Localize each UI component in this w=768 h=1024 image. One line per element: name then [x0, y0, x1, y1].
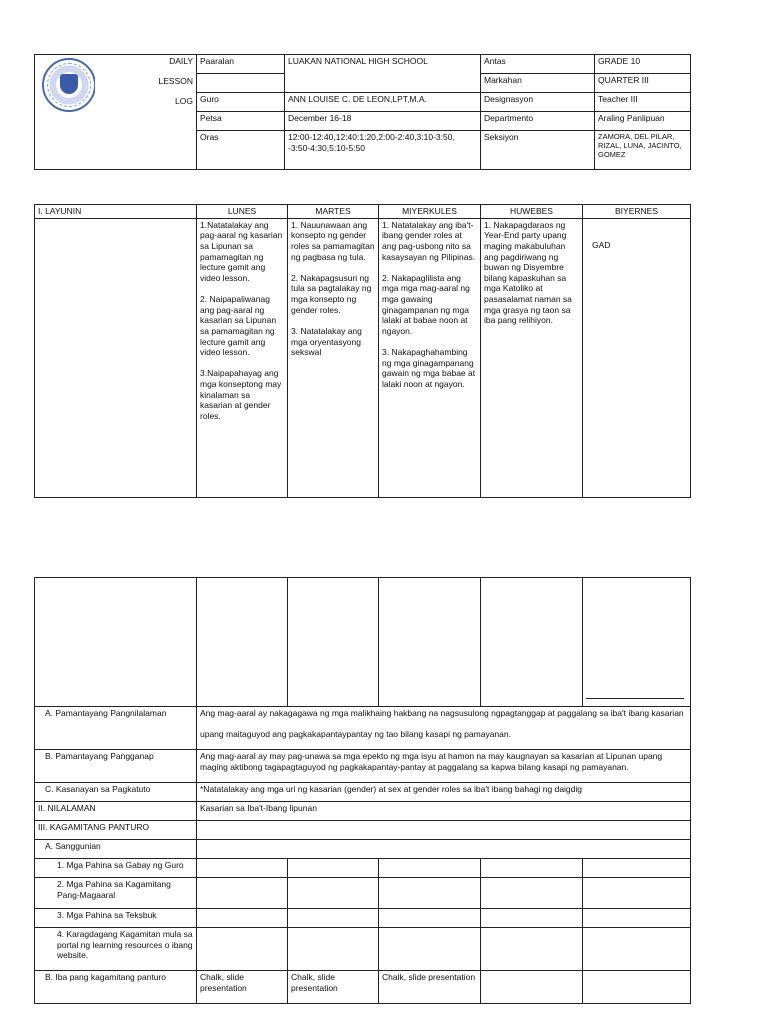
layunin-label: I. LAYUNIN [35, 205, 197, 219]
signature-line [586, 698, 684, 699]
dll-line-lesson: LESSON [158, 76, 193, 86]
ref-cell [197, 859, 288, 878]
day-martes: MARTES [288, 205, 379, 219]
objective-item: 1. Natatalakay ang iba't-ibang gender roles at ang pag-usbong nito sa kasaysayan ng Pilipinas. [382, 219, 476, 262]
iba-pang-kagamitan-label: B. Iba pang kagamitang panturo [35, 971, 197, 1004]
blank-cell [288, 578, 379, 707]
iba-pang-lunes: Chalk, slide presentation [197, 971, 288, 1004]
ref-cell [288, 859, 379, 878]
deped-seal-cell [35, 55, 95, 170]
designasyon-label: Designasyon [481, 93, 595, 112]
objective-item: 3.Naipapahayag ang mga konseptong may kinalaman sa kasarian at gender roles. [200, 368, 282, 421]
dll-line-daily: DAILY [169, 56, 193, 66]
ref-gabay-guro-label: 1. Mga Pahina sa Gabay ng Guro [35, 859, 197, 878]
designasyon-value: Teacher III [595, 93, 691, 112]
objective-item: 1. Nakapagdaraos ng Year-End party upang maging makabuluhan ang pagdiriwang ng buwan ng Disyembre bilang kapaskuhan sa mga Katoliko at pasasalamat naman sa mga grasya ng taon sa iba pang relihiyon. [484, 219, 572, 326]
petsa-value: December 16-18 [285, 112, 481, 131]
nilalaman-label: II. NILALAMAN [35, 802, 197, 821]
guro-value: ANN LOUISE C. DE LEON,LPT,M.A. [285, 93, 481, 112]
objective-item: 1.Natatalakay ang pag-aaral ng kasarian sa Lipunan sa pamamagitan ng lecture gamit ang video lesson. [200, 219, 283, 283]
day-biyernes: BIYERNES [583, 205, 691, 219]
kasanayan-value: *Natatalakay ang mga uri ng kasarian (gender) at sex at gender roles sa iba't ibang bahagi ng daigdig [197, 783, 691, 802]
departmento-value: Araling Panlipuan [595, 112, 691, 131]
ref-cell [481, 971, 583, 1004]
day-miyerkules: MIYERKULES [379, 205, 481, 219]
iba-pang-martes: Chalk, slide presentation [288, 971, 379, 1004]
dll-title [95, 55, 197, 170]
objective-item: 3. Natatalakay ang mga oryentasyong sekswal [291, 325, 362, 358]
biyernes-objectives [583, 218, 691, 497]
oras-value: 12:00-12:40,12:40:1:20,2:00-2:40,3:10-3:50, -3:50-4:30,5:10-5:50 [285, 131, 481, 170]
deped-seal-logo [42, 58, 95, 112]
objective-item: 2. Naipapaliwanag ang pag-aaral ng kasarian sa Lipunan sa pamamagitan ng lecture gamit ang video lesson. [200, 294, 277, 358]
ref-cell [583, 909, 691, 928]
ref-cell [583, 859, 691, 878]
objective-item: GAD [592, 239, 611, 250]
ref-cell [197, 909, 288, 928]
huwebes-objectives [481, 218, 583, 497]
layunin-blank-cell [35, 218, 197, 497]
blank-cell [197, 578, 288, 707]
dll-line-log: LOG [175, 96, 193, 106]
blank-cell [583, 578, 691, 707]
ref-kagamitang-label: 2. Mga Pahina sa Kagamitang Pang-Magaaral [35, 878, 197, 909]
objective-item: 1. Nauunawaan ang konsepto ng gender roles sa pamamagitan ng pagbasa ng tula. [291, 219, 375, 262]
ref-cell [288, 878, 379, 909]
kasanayan-label: C. Kasanayan sa Pagkatuto [35, 783, 197, 802]
ref-cell [481, 928, 583, 971]
paaralan-spacer [197, 74, 285, 93]
ref-karagdagang-label: 4. Karagdagang Kagamitan mula sa portal ng learning resources o ibang website. [35, 928, 197, 971]
guro-label: Guro [197, 93, 285, 112]
oras-label: Oras [197, 131, 285, 170]
nilalaman-value: Kasarian sa Iba't-Ibang lipunan [197, 802, 691, 821]
blank-cell [35, 578, 197, 707]
kagamitang-panturo-label: III. KAGAMITANG PANTURO [35, 821, 197, 840]
ref-cell [288, 909, 379, 928]
sanggunian-value [197, 840, 691, 859]
objectives-table [34, 204, 691, 498]
miyerkules-objectives [379, 218, 481, 497]
kagamitang-panturo-value [197, 821, 691, 840]
blank-cell [481, 578, 583, 707]
day-huwebes: HUWEBES [481, 205, 583, 219]
blank-cell [379, 578, 481, 707]
pamantayang-pangnilalaman-label: A. Pamantayang Pangnilalaman [35, 707, 197, 750]
departmento-label: Departmento [481, 112, 595, 131]
ref-cell [583, 878, 691, 909]
seksiyon-value: ZAMORA, DEL PILAR, RIZAL, LUNA, JACINTO, GOMEZ [595, 131, 691, 170]
ref-cell [379, 909, 481, 928]
seksiyon-label: Seksiyon [481, 131, 595, 170]
ref-cell [481, 859, 583, 878]
pamantayang-pangganap-value: Ang mag-aaral ay may pag-unawa sa mga epekto ng mga isyu at hamon na may kaugnayan sa kasarian at Lipunan upang maging aktibong tagapagtaguyod ng pagkakapantay-pantay at paggalang sa kapwa bilang kasapi ng pamayanan. [197, 750, 691, 783]
objective-item: 2. Nakapaglilista ang mga mga mag-aaral ng mga gawaing ginagampanan ng mga lalaki at babae noon at ngayon. [382, 272, 470, 336]
paaralan-label: Paaralan [197, 55, 285, 74]
objective-item: 3. Nakapaghahambing ng mga ginagampanang gawain ng mga babae at lalaki noon at ngayon. [382, 347, 476, 389]
ref-cell [379, 878, 481, 909]
ref-cell [197, 878, 288, 909]
antas-value: GRADE 10 [595, 55, 691, 74]
ref-cell [481, 909, 583, 928]
standards-table [34, 577, 691, 1004]
ref-teksbuk-label: 3. Mga Pahina sa Teksbuk [35, 909, 197, 928]
ref-cell [379, 859, 481, 878]
header-table [34, 54, 691, 170]
markahan-label: Markahan [481, 74, 595, 93]
pamantayang-pangnilalaman-value [197, 707, 691, 750]
petsa-label: Petsa [197, 112, 285, 131]
pangnilalaman-line-2: upang maitaguyod ang pagkakapantaypantay ng tao bilang kasapi ng pamayanan. [200, 729, 511, 740]
objective-item: 2. Nakapagsusuri ng tula sa pagtalakay ng mga konsepto ng gender roles. [291, 272, 372, 315]
day-lunes: LUNES [197, 205, 288, 219]
paaralan-value: LUAKAN NATIONAL HIGH SCHOOL [285, 55, 481, 93]
pangnilalaman-line-1: Ang mag-aaral ay nakagagawa ng mga malikhaing hakbang na nagsusulong ngpagtanggap at paggalang sa iba't ibang kasarian [200, 708, 684, 718]
antas-label: Antas [481, 55, 595, 74]
martes-objectives [288, 218, 379, 497]
ref-cell [288, 928, 379, 971]
iba-pang-miyerkules: Chalk, slide presentation [379, 971, 481, 1004]
ref-cell [379, 928, 481, 971]
pamantayang-pangganap-label: B. Pamantayang Pangganap [35, 750, 197, 783]
ref-cell [197, 928, 288, 971]
lunes-objectives [197, 218, 288, 497]
ref-cell [583, 928, 691, 971]
sanggunian-label: A. Sanggunian [35, 840, 197, 859]
ref-cell [583, 971, 691, 1004]
markahan-value: QUARTER III [595, 74, 691, 93]
ref-cell [481, 878, 583, 909]
